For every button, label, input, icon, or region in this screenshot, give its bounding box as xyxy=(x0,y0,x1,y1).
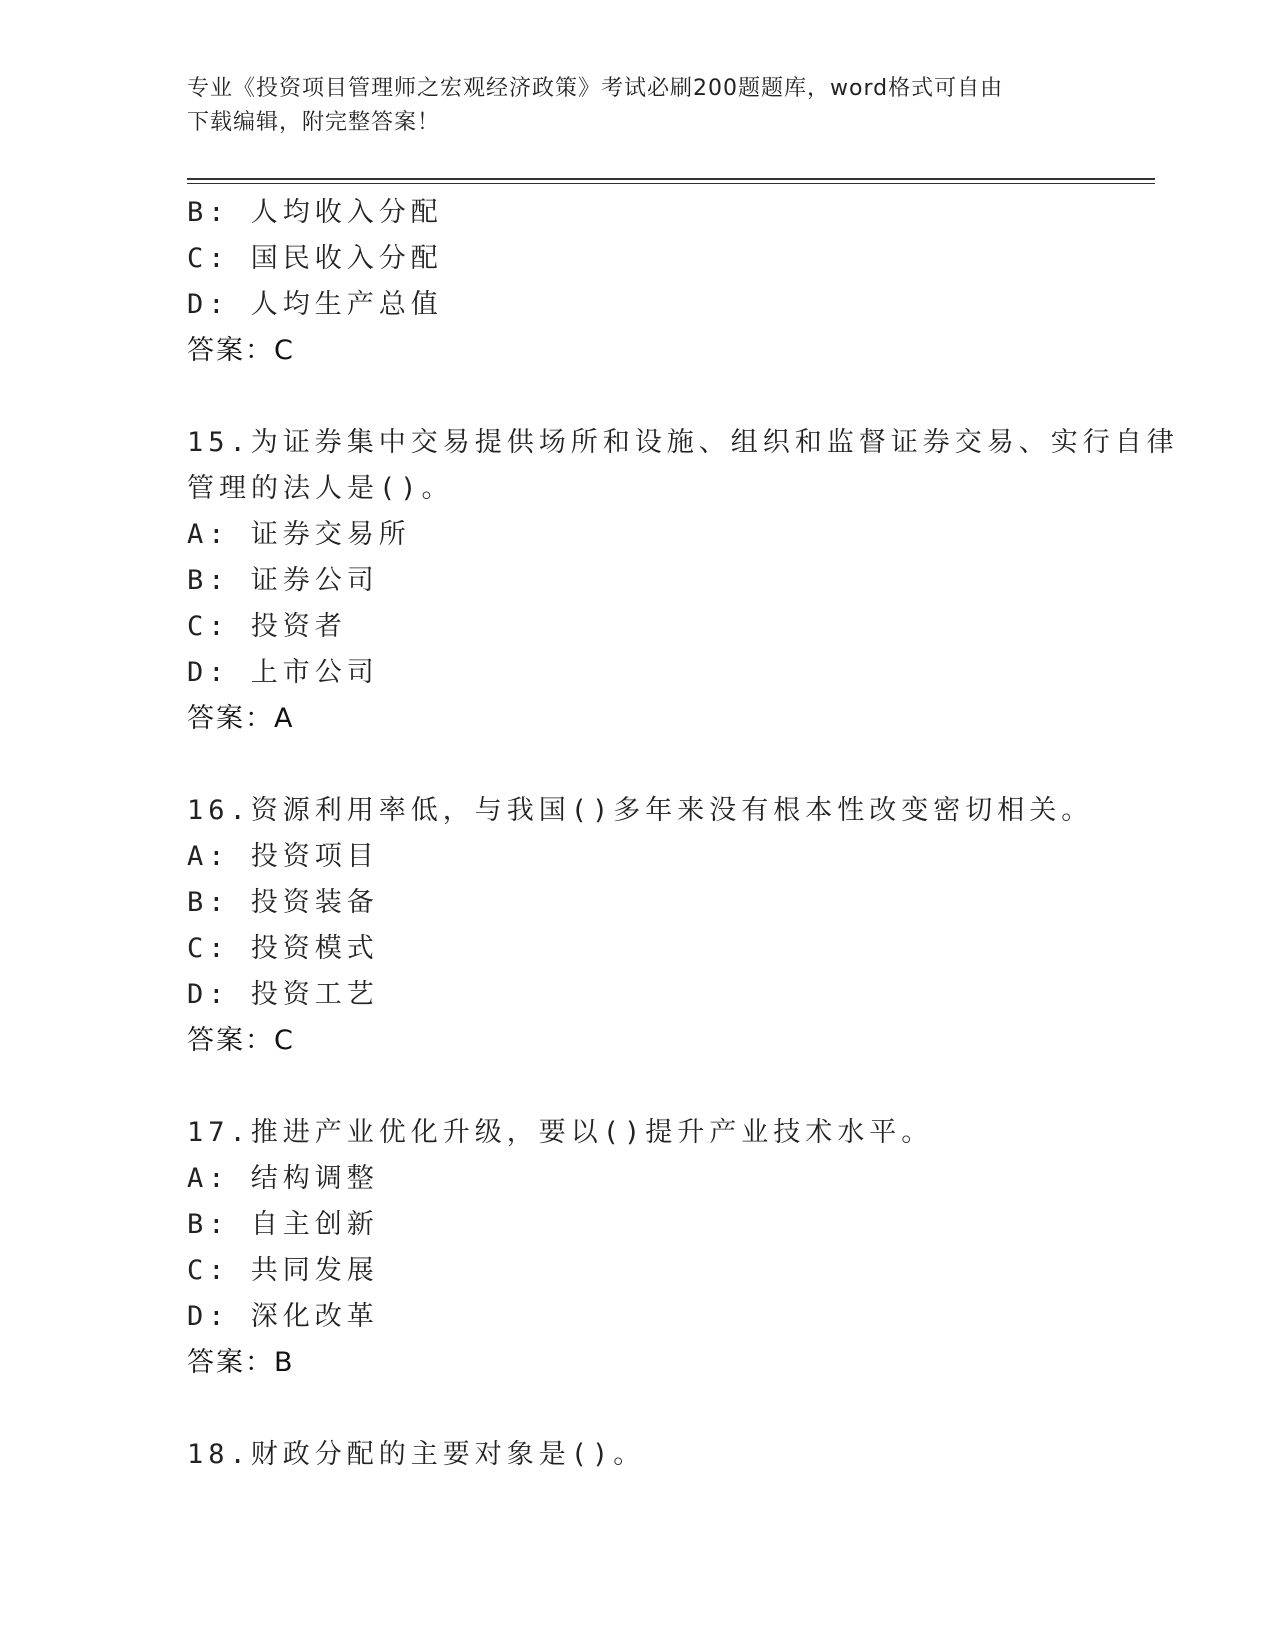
spacer xyxy=(187,374,1087,420)
option-c: C: 共同发展 xyxy=(187,1255,379,1286)
question-16 xyxy=(187,788,1094,1064)
answer-label: 答案：C xyxy=(187,1025,295,1056)
option-a: A: 证券交易所 xyxy=(187,519,411,550)
document-header xyxy=(187,72,1087,140)
option-d: D: 上市公司 xyxy=(187,657,379,688)
spacer xyxy=(187,742,1087,788)
question-14-tail xyxy=(187,190,1087,374)
spacer xyxy=(187,1386,1087,1432)
answer-label: 答案：B xyxy=(187,1347,295,1378)
header-line-1: 专业《投资项目管理师之宏观经济政策》考试必刷200题题库，word格式可自由 xyxy=(187,76,1004,101)
question-18 xyxy=(187,1432,1087,1478)
option-b: B: 人均收入分配 xyxy=(187,197,443,228)
question-stem-continued: 管理的法人是()。 xyxy=(187,473,454,504)
answer-label: 答案：A xyxy=(187,703,295,734)
option-a: A: 结构调整 xyxy=(187,1163,379,1194)
option-d: D: 投资工艺 xyxy=(187,979,379,1010)
question-17 xyxy=(187,1110,1087,1386)
option-b: B: 证券公司 xyxy=(187,565,379,596)
option-d: D: 人均生产总值 xyxy=(187,289,443,320)
question-stem: 18.财政分配的主要对象是()。 xyxy=(187,1439,646,1470)
option-a: A: 投资项目 xyxy=(187,841,379,872)
header-line-2: 下载编辑，附完整答案！ xyxy=(187,110,441,135)
option-d: D: 深化改革 xyxy=(187,1301,379,1332)
header-divider-thick xyxy=(187,178,1155,180)
option-b: B: 自主创新 xyxy=(187,1209,379,1240)
option-b: B: 投资装备 xyxy=(187,887,379,918)
option-c: C: 投资模式 xyxy=(187,933,379,964)
option-c: C: 国民收入分配 xyxy=(187,243,443,274)
question-15 xyxy=(187,420,1179,742)
question-list xyxy=(187,190,1179,1478)
option-c: C: 投资者 xyxy=(187,611,347,642)
question-stem: 16.资源利用率低，与我国()多年来没有根本性改变密切相关。 xyxy=(187,795,1094,826)
question-stem: 17.推进产业优化升级，要以()提升产业技术水平。 xyxy=(187,1117,934,1148)
question-stem: 15.为证券集中交易提供场所和设施、组织和监督证券交易、实行自律 xyxy=(187,427,1179,458)
header-divider-thin xyxy=(187,183,1155,184)
answer-label: 答案：C xyxy=(187,335,295,366)
spacer xyxy=(187,1064,1087,1110)
